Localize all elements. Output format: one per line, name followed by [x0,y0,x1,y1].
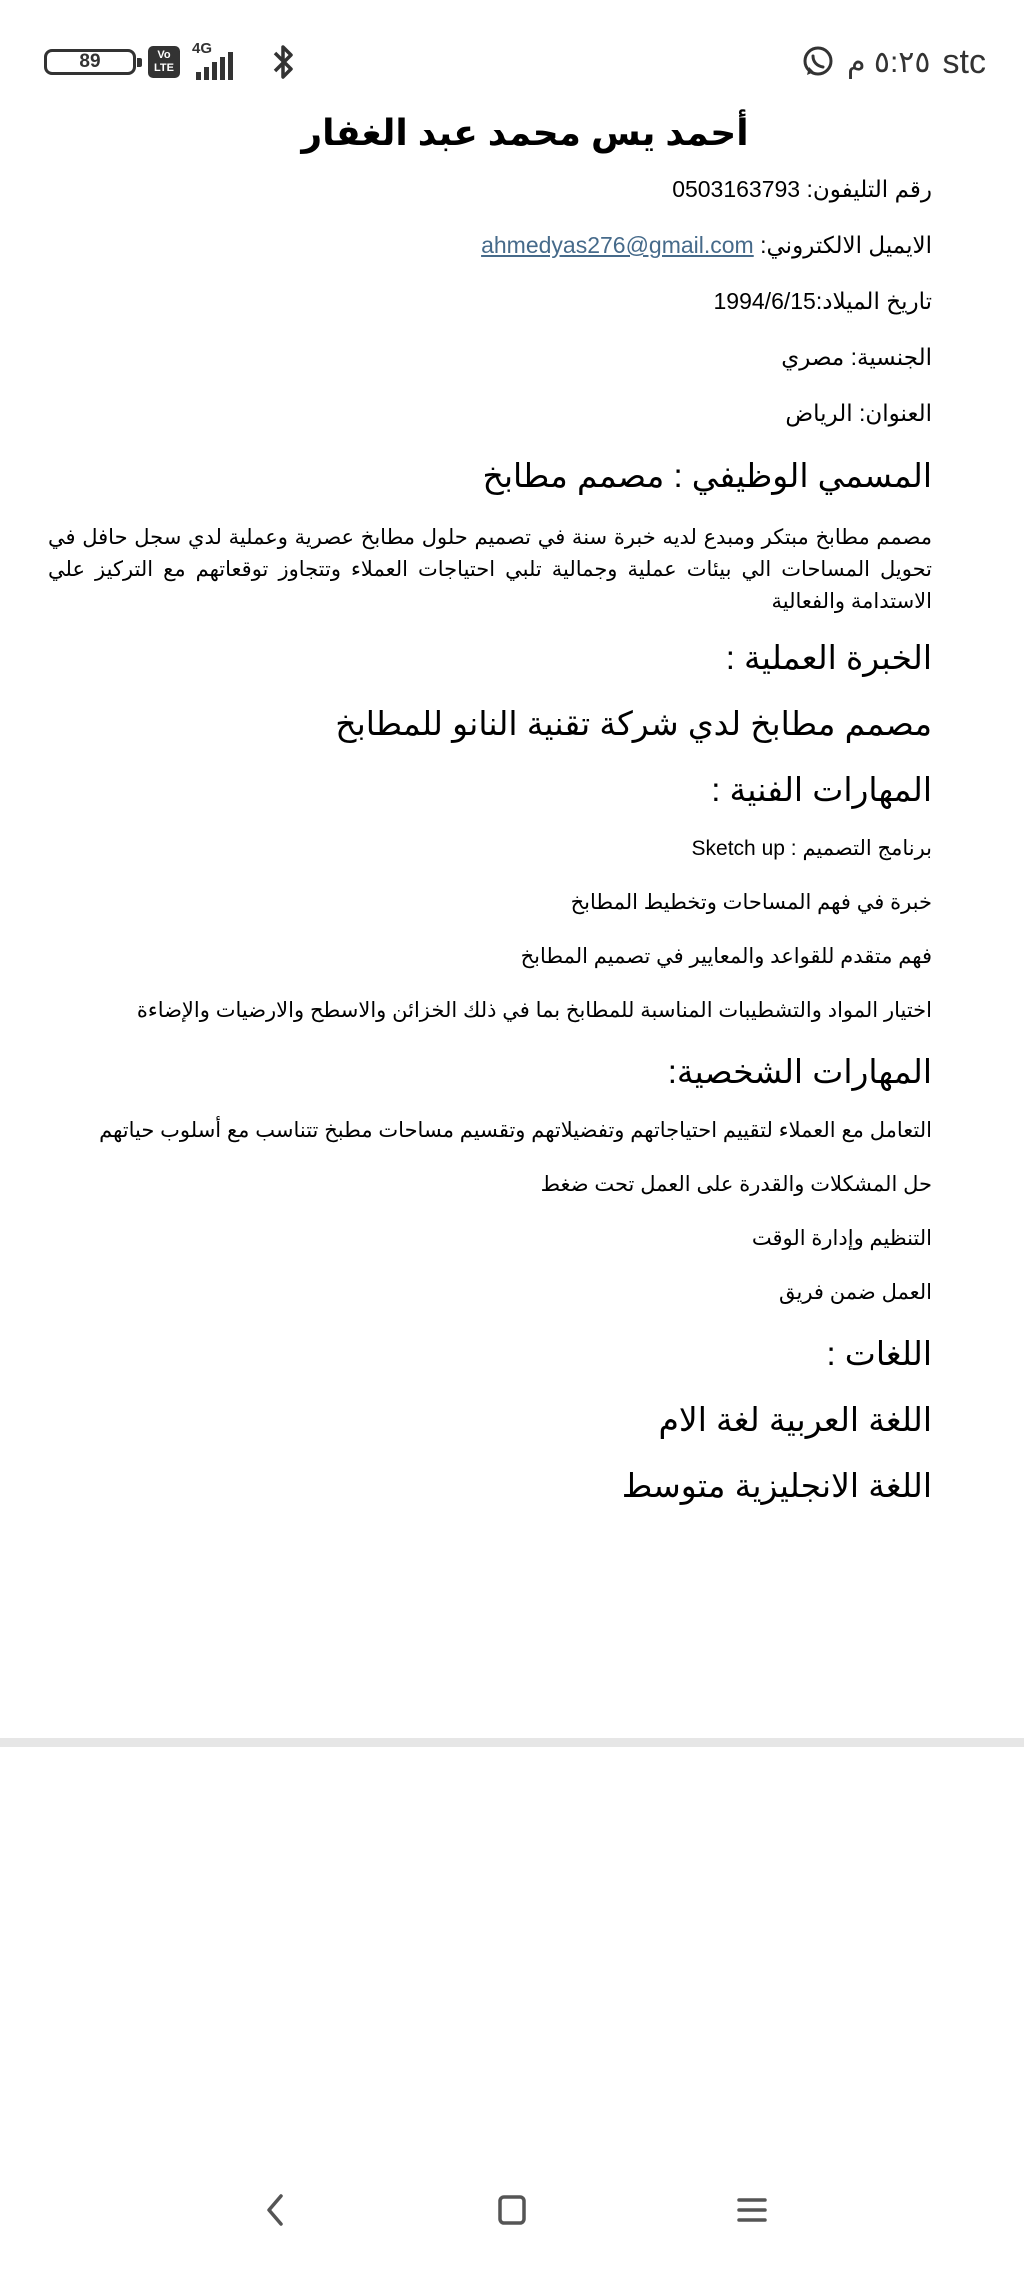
personal-skill-item: التعامل مع العملاء لتقييم احتياجاتهم وتفضيلاتهم وتقسيم مساحات مطبخ تتناسب مع أسلوب حياتهم [99,1119,932,1142]
personal-skill-item: العمل ضمن فريق [778,1281,932,1304]
technical-skill-item: فهم متقدم للقواعد والمعايير في تصميم المطابخ [520,945,932,968]
personal-skill-item: التنظيم وإدارة الوقت [751,1227,932,1250]
status-icons-left [44,40,296,84]
email-label: الايميل الالكتروني: [760,232,932,258]
network-type: 4G [192,40,213,57]
experience-heading: الخبرة العملية : [725,639,932,676]
resume-name: أحمد يس محمد عبد الغفار [301,112,749,153]
bluetooth-icon [270,43,296,81]
navigation-bar [0,2170,1024,2250]
technical-skills-heading: المهارات الفنية : [711,771,932,808]
battery-level: 89 [79,51,101,72]
birthdate-label: تاريخ الميلاد: [815,288,932,314]
carrier-name: stc [942,42,986,81]
technical-skill-item: اختيار المواد والتشطيبات المناسبة للمطابخ بما في ذلك الخزائن والاسطح والارضيات والإضاءة [136,999,932,1022]
profile-summary: مصمم مطابخ مبتكر ومبدع لديه خبرة سنة في تصميم حلول مطابخ عصرية وعملية لدي سجل حافل في تحويل المساحات الي بيئات عملية وجمالية تلبي احتياجات العملاء وتتجاوز توقعاتهم مع التركيز علي الاستدامة والفعالية [48,526,932,613]
technical-skill-item [48,836,932,861]
phone-line [48,176,932,202]
back-chevron-icon[interactable] [254,2188,298,2232]
languages-heading: اللغات : [826,1335,932,1372]
birthdate-line [48,288,932,314]
phone-label: رقم التليفون: [806,176,932,202]
language-item: اللغة العربية لغة الام [658,1401,932,1438]
clock: ٥:٢٥ م [846,45,931,79]
technical-skill-item: خبرة في فهم المساحات وتخطيط المطابخ [570,891,932,914]
volte-icon: Vo LTE [148,46,180,78]
design-software-value: Sketch up [691,837,785,860]
design-software-label: برنامج التصميم : [790,837,932,860]
battery-icon [44,49,136,75]
page-divider [0,1738,1024,1747]
resume-document [48,100,932,1532]
email-link[interactable]: ahmedyas276@gmail.com [481,232,754,258]
address-line: العنوان: الرياض [785,400,932,426]
whatsapp-icon [801,45,835,79]
personal-skills-heading: المهارات الشخصية: [667,1053,932,1090]
status-info-right [801,38,986,86]
language-item: اللغة الانجليزية متوسط [621,1467,932,1504]
experience-item: مصمم مطابخ لدي شركة تقنية النانو للمطابخ [335,705,932,742]
email-line [48,232,932,258]
birthdate-value: 1994/6/15 [713,288,816,314]
job-title: المسمي الوظيفي : مصمم مطابخ [482,457,932,494]
personal-skill-item: حل المشكلات والقدرة على العمل تحت ضغط [540,1173,932,1196]
menu-lines-icon[interactable] [730,2188,774,2232]
nationality-line: الجنسية: مصري [781,344,932,370]
phone-value: 0503163793 [672,176,801,202]
signal-icon [192,42,258,82]
home-square-icon[interactable] [490,2188,534,2232]
